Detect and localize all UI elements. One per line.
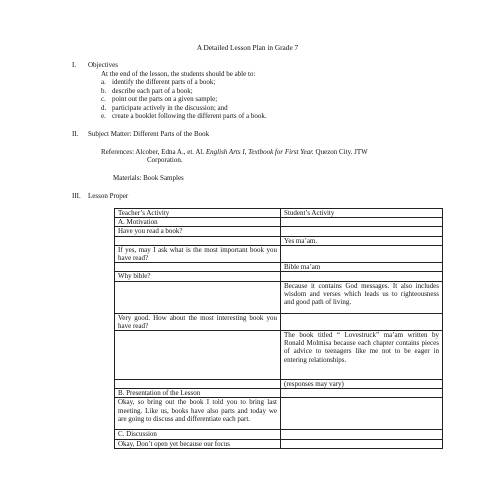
table-cell <box>115 236 281 245</box>
table-row <box>115 331 443 380</box>
section-heading: Objectives <box>88 61 118 69</box>
table-row <box>115 398 443 430</box>
section-number: I. <box>72 61 77 69</box>
teacher-cell: If yes, may I ask what is the most important book you have read? <box>115 245 281 262</box>
table-cell <box>115 263 281 272</box>
student-cell: Yes ma’am. <box>281 236 443 245</box>
table-row <box>115 389 443 398</box>
table-row <box>115 430 443 439</box>
section-lesson-proper-heading <box>72 192 128 200</box>
section-number: III. <box>72 192 81 200</box>
materials <box>113 174 443 182</box>
section-label: B. Presentation of the Lesson <box>115 389 281 398</box>
table-cell <box>115 380 281 389</box>
references-publisher-cont: Corporation. <box>147 156 183 165</box>
table-row <box>115 218 443 227</box>
student-cell <box>281 331 443 380</box>
table-row <box>115 227 443 236</box>
references-authors: Alcober, Edna A., et. Al. <box>135 148 205 156</box>
student-cell: Bible ma’am <box>281 263 443 272</box>
section-objectives-heading <box>72 61 118 69</box>
references-title: English Arts I, Textbook for First Year. <box>205 148 314 156</box>
objectives-list <box>101 70 431 120</box>
document-title: A Detailed Lesson Plan in Grade 7 <box>196 43 299 52</box>
table-row <box>115 439 443 448</box>
table-cell <box>115 281 281 313</box>
section-label: C. Discussion <box>115 430 281 439</box>
table-row <box>115 281 443 313</box>
objective-item: a. identify the different parts of a book; <box>101 78 216 87</box>
table-cell <box>281 313 443 330</box>
table-row <box>115 272 443 281</box>
section-label: A. Motivation <box>115 218 281 227</box>
table-row <box>115 380 443 389</box>
section-heading: Subject Matter: Different Parts of the Book <box>88 130 210 138</box>
teacher-cell: Okay, Don’t open yet because our focus <box>115 439 281 448</box>
table-cell <box>281 439 443 448</box>
teacher-cell: Have you read a book? <box>115 227 281 236</box>
lesson-table <box>114 208 443 449</box>
teacher-activity-header: Teacher’s Activity <box>115 209 281 218</box>
table-row <box>115 263 443 272</box>
objective-item: b. describe each part of a book; <box>101 86 193 95</box>
objective-item: c. point out the parts on a given sample; <box>101 95 218 104</box>
student-cell: (responses may vary) <box>281 380 443 389</box>
table-cell <box>281 227 443 236</box>
objective-item: e. create a booklet following the different parts of a book. <box>101 112 267 121</box>
table-cell <box>115 331 281 380</box>
table-cell <box>281 389 443 398</box>
objective-item: d. participate actively in the discussion; and <box>101 103 228 112</box>
references-publisher: Quezon City. JTW <box>315 148 368 156</box>
table-cell <box>281 245 443 262</box>
table-header-row <box>115 209 443 218</box>
references <box>101 148 431 165</box>
table-row <box>115 245 443 262</box>
section-heading: Lesson Proper <box>88 192 129 200</box>
materials-label: Materials: <box>113 174 142 182</box>
references-label: References: <box>101 148 135 156</box>
table-cell <box>281 398 443 430</box>
table-row <box>115 236 443 245</box>
teacher-cell: Okay, so bring out the book I told you to bring last meeting. Like us, books have also parts and today we are going to discuss and differentiate each part. <box>115 398 281 430</box>
student-response: The book titled “ Lovestruck” ma’am written by Ronald Molmisa because each chapter contains pieces of advice to teenagers like me not to be eager in entering relationships. <box>284 331 439 364</box>
student-activity-header: Student’s Activity <box>281 209 443 218</box>
table-row <box>115 313 443 330</box>
objectives-intro: At the end of the lesson, the students should be able to: <box>101 70 256 78</box>
teacher-cell: Very good. How about the most interesting book you have read? <box>115 313 281 330</box>
student-cell: Because it contains God messages. It also includes wisdom and verses which leads us to righteousness and good path of living. <box>281 281 443 313</box>
section-number: II. <box>72 130 79 138</box>
teacher-cell: Why bible? <box>115 272 281 281</box>
table-cell <box>281 218 443 227</box>
table-cell <box>281 272 443 281</box>
table-cell <box>281 430 443 439</box>
materials-value: Book Samples <box>143 174 184 182</box>
section-subject-matter-heading <box>72 130 209 138</box>
